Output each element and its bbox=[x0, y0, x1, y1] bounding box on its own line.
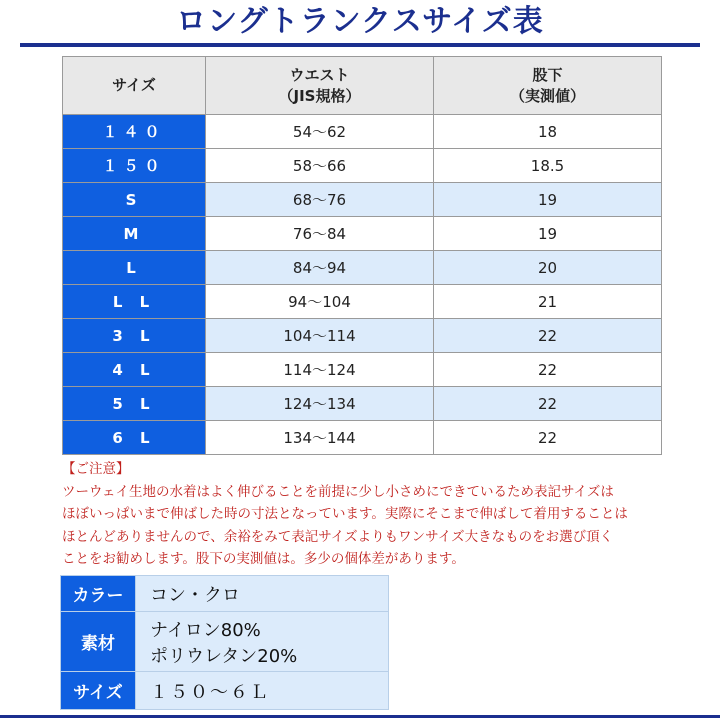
table-row bbox=[63, 251, 662, 285]
inseam-cell: 19 bbox=[434, 217, 662, 251]
info-row-color bbox=[61, 576, 389, 612]
header-size bbox=[63, 57, 206, 115]
note-heading: 【ご注意】 bbox=[62, 461, 130, 477]
header-inseam-line2: （実測値） bbox=[509, 86, 585, 105]
inseam-cell: 20 bbox=[434, 251, 662, 285]
table-row bbox=[63, 387, 662, 421]
table-row bbox=[63, 183, 662, 217]
size-cell: 5 L bbox=[63, 387, 206, 421]
material-line2: ポリウレタン20% bbox=[150, 645, 298, 667]
waist-cell: 124〜134 bbox=[206, 387, 434, 421]
table-row bbox=[63, 353, 662, 387]
title-underline bbox=[20, 43, 700, 47]
size-cell: 4 L bbox=[63, 353, 206, 387]
inseam-cell: 22 bbox=[434, 421, 662, 455]
waist-cell: 104〜114 bbox=[206, 319, 434, 353]
waist-cell: 58〜66 bbox=[206, 149, 434, 183]
size-cell: 6 L bbox=[63, 421, 206, 455]
header-waist bbox=[206, 57, 434, 115]
material-value bbox=[136, 612, 389, 672]
color-label: カラー bbox=[61, 576, 136, 612]
header-inseam bbox=[434, 57, 662, 115]
header-inseam-line1: 股下 bbox=[532, 65, 563, 84]
waist-cell: 134〜144 bbox=[206, 421, 434, 455]
material-label: 素材 bbox=[61, 612, 136, 672]
header-waist-line2: （JIS規格） bbox=[278, 86, 361, 105]
waist-cell: 84〜94 bbox=[206, 251, 434, 285]
inseam-cell: 22 bbox=[434, 319, 662, 353]
note-line: ほとんどありませんので、余裕をみて表記サイズよりもワンサイズ大きなものをお選び頂く bbox=[62, 528, 614, 545]
size-cell: 3 L bbox=[63, 319, 206, 353]
table-row bbox=[63, 285, 662, 319]
size-cell: L L bbox=[63, 285, 206, 319]
table-row bbox=[63, 149, 662, 183]
inseam-cell: 18.5 bbox=[434, 149, 662, 183]
waist-cell: 76〜84 bbox=[206, 217, 434, 251]
size-label: サイズ bbox=[61, 672, 136, 710]
size-cell: L bbox=[63, 251, 206, 285]
note-line: ほぼいっぱいまで伸ばした時の寸法となっています。実際にそこまで伸ばして着用することは bbox=[62, 506, 628, 522]
material-line1: ナイロン80% bbox=[150, 619, 261, 641]
inseam-cell: 22 bbox=[434, 387, 662, 421]
size-cell: S bbox=[63, 183, 206, 217]
info-row-size bbox=[61, 672, 389, 710]
info-row-material bbox=[61, 612, 389, 672]
table-row bbox=[63, 217, 662, 251]
product-info-table bbox=[60, 575, 389, 710]
waist-cell: 54〜62 bbox=[206, 115, 434, 149]
note-line: ことをお勧めします。股下の実測値は。多少の個体差があります。 bbox=[62, 551, 465, 567]
size-cell: １５０ bbox=[63, 149, 206, 183]
waist-cell: 94〜104 bbox=[206, 285, 434, 319]
size-range-value: １５０〜６Ｌ bbox=[136, 672, 389, 710]
size-table bbox=[62, 56, 662, 455]
table-row bbox=[63, 115, 662, 149]
inseam-cell: 21 bbox=[434, 285, 662, 319]
table-row bbox=[63, 421, 662, 455]
size-cell: １４０ bbox=[63, 115, 206, 149]
note-line: ツーウェイ生地の水着はよく伸びることを前提に少し小さめにできているため表記サイズは bbox=[62, 483, 614, 500]
waist-cell: 68〜76 bbox=[206, 183, 434, 217]
bottom-rule bbox=[0, 715, 720, 718]
page-title: ロングトランクスサイズ表 bbox=[176, 4, 544, 39]
inseam-cell: 22 bbox=[434, 353, 662, 387]
header-size-line1: サイズ bbox=[112, 76, 156, 94]
size-table-header bbox=[63, 57, 662, 115]
header-waist-line1: ウエスト bbox=[289, 65, 350, 84]
color-value: コン・クロ bbox=[136, 576, 389, 612]
size-cell: M bbox=[63, 217, 206, 251]
waist-cell: 114〜124 bbox=[206, 353, 434, 387]
table-row bbox=[63, 319, 662, 353]
caution-note bbox=[62, 458, 667, 571]
inseam-cell: 19 bbox=[434, 183, 662, 217]
inseam-cell: 18 bbox=[434, 115, 662, 149]
